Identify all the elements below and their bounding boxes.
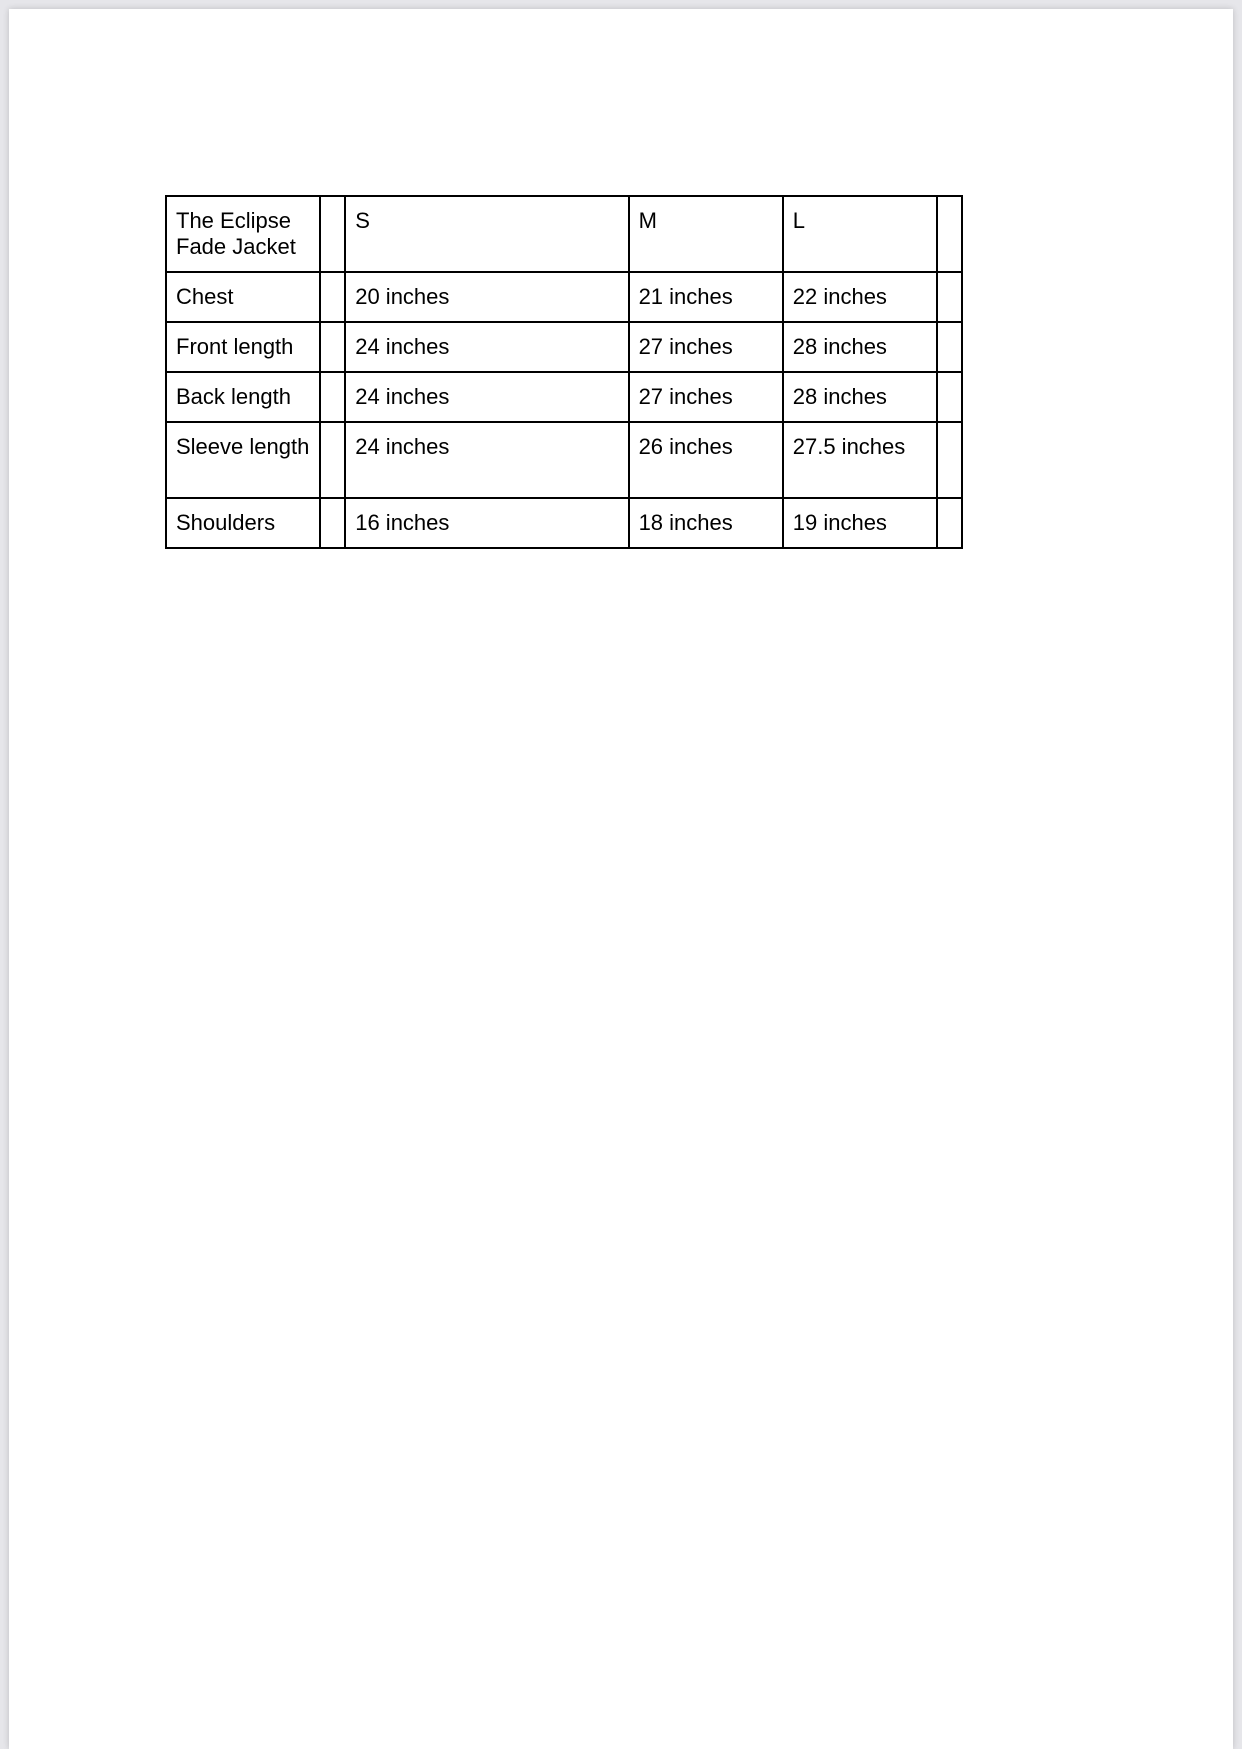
value-cell: 20 inches bbox=[345, 272, 628, 322]
size-chart-table bbox=[165, 195, 963, 549]
value-cell: 21 inches bbox=[629, 272, 783, 322]
value-cell: 16 inches bbox=[345, 498, 628, 548]
empty-cell bbox=[937, 272, 962, 322]
table-row bbox=[166, 498, 962, 548]
value-cell: 24 inches bbox=[345, 322, 628, 372]
empty-cell bbox=[937, 422, 962, 498]
document-page bbox=[9, 9, 1233, 1749]
empty-cell bbox=[937, 498, 962, 548]
empty-cell bbox=[320, 322, 345, 372]
empty-cell bbox=[320, 422, 345, 498]
empty-cell bbox=[320, 196, 345, 272]
value-cell: 27 inches bbox=[629, 322, 783, 372]
value-cell: 27 inches bbox=[629, 372, 783, 422]
empty-cell bbox=[937, 372, 962, 422]
value-cell: 28 inches bbox=[783, 372, 937, 422]
table-row bbox=[166, 422, 962, 498]
empty-cell bbox=[320, 272, 345, 322]
value-cell: 22 inches bbox=[783, 272, 937, 322]
value-cell: 28 inches bbox=[783, 322, 937, 372]
empty-cell bbox=[320, 372, 345, 422]
empty-cell bbox=[937, 322, 962, 372]
value-cell: 18 inches bbox=[629, 498, 783, 548]
table-row bbox=[166, 272, 962, 322]
row-label: Sleeve length bbox=[166, 422, 320, 498]
row-label: Chest bbox=[166, 272, 320, 322]
value-cell: 27.5 inches bbox=[783, 422, 937, 498]
table-header-row bbox=[166, 196, 962, 272]
table-row bbox=[166, 372, 962, 422]
product-name-cell: The Eclipse Fade Jacket bbox=[166, 196, 320, 272]
size-header-l: L bbox=[783, 196, 937, 272]
row-label: Shoulders bbox=[166, 498, 320, 548]
value-cell: 19 inches bbox=[783, 498, 937, 548]
row-label: Back length bbox=[166, 372, 320, 422]
value-cell: 24 inches bbox=[345, 372, 628, 422]
value-cell: 26 inches bbox=[629, 422, 783, 498]
empty-cell bbox=[937, 196, 962, 272]
size-header-s: S bbox=[345, 196, 628, 272]
row-label: Front length bbox=[166, 322, 320, 372]
value-cell: 24 inches bbox=[345, 422, 628, 498]
table-row bbox=[166, 322, 962, 372]
empty-cell bbox=[320, 498, 345, 548]
size-header-m: M bbox=[629, 196, 783, 272]
